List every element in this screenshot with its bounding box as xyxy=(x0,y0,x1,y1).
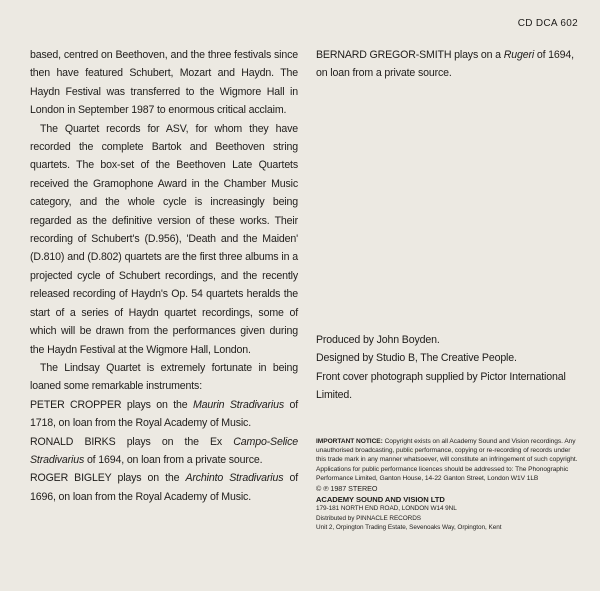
copyright-notice xyxy=(316,437,578,533)
notice-label: IMPORTANT NOTICE: xyxy=(316,438,383,445)
player-name: RONALD BIRKS xyxy=(30,435,116,448)
address-line: Unit 2, Orpington Trading Estate, Sevenoaks Way, Orpington, Kent xyxy=(316,524,502,532)
instrument-entry: ROGER BIGLEY plays on the Archinto Stradivarius of 1696, on loan from the Royal Academy of Music. xyxy=(30,472,299,503)
instrument-entry: BERNARD GREGOR-SMITH plays on a Rugeri of 1694, on loan from a private source. xyxy=(316,49,574,80)
company-name: ACADEMY SOUND AND VISION LTD xyxy=(316,495,445,505)
instrument-entry: RONALD BIRKS plays on the Ex Campo-Selice Stradivarius of 1694, on loan from a private source. xyxy=(30,435,299,466)
instrument-name: Rugeri xyxy=(503,49,535,61)
notice-text-block xyxy=(316,437,578,483)
instrument-name: Archinto Stradivarius xyxy=(185,472,284,485)
credit-producer: Produced by John Boyden. xyxy=(316,334,440,346)
instrument-entry: PETER CROPPER plays on the Maurin Stradivarius of 1718, on loan from the Royal Academy of Music. xyxy=(30,398,299,430)
notice-text: Copyright exists on all Academy Sound and Vision recordings. Any unauthorised broadcasting, public performance, copying or re-recording of records under this trade mark in any manner whatsoever, will constitute an infringement of such copyright. Applications for public performance licences should be addressed to: The Phonographic Performance Limited, Ganton House, 14-22 Ganton Street, London W1V 1LB xyxy=(316,438,578,482)
player-name: PETER CROPPER xyxy=(30,398,122,411)
copyright-line: © ℗ 1987 STEREO xyxy=(316,484,378,494)
address-line: 179-181 NORTH END ROAD, LONDON W14 9NL xyxy=(316,505,457,513)
paragraph-festivals: based, centred on Beethoven, and the three festivals since then have featured Schubert, Mozart and Haydn. The Haydn Festival was transferred to the Wigmore Hall in London in September 1987 to enormous critical acclaim. xyxy=(30,49,298,117)
instrument-name: Campo-Selice Stradivarius xyxy=(30,435,299,466)
credit-photo: Front cover photograph supplied by Pictor International Limited. xyxy=(316,370,566,402)
production-credits xyxy=(316,331,578,405)
left-text-column xyxy=(30,46,298,506)
credit-designer: Designed by Studio B, The Creative People. xyxy=(316,352,517,365)
catalog-number: CD DCA 602 xyxy=(517,18,578,29)
paragraph-instruments-intro: The Lindsay Quartet is extremely fortunate in being loaned some remarkable instruments: xyxy=(30,361,298,393)
paragraph-recordings: The Quartet records for ASV, for whom they have recorded the complete Bartok and Beethoven string quartets. The box-set of the Beethoven Late Quartets received the Gramophone Award in the Chamber Music category, and the whole cycle is increasingly being regarded as the definitive version of these works. Their recording of Schubert's (D.956), 'Death and the Maiden' (D.810) and (D.802) quartets are the first three albums in a projected cycle of Schubert recordings, and the recently released recording of Haydn's Op. 54 quartets heralds the start of a series of Haydn quartet recordings, some of which will be drawn from the performances given during the Haydn Festival at the Wigmore Hall, London. xyxy=(30,122,298,356)
player-name: BERNARD GREGOR-SMITH xyxy=(316,49,452,61)
instrument-name: Maurin Stradivarius xyxy=(192,398,285,411)
distributor-line: Distributed by PINNACLE RECORDS xyxy=(316,514,421,522)
right-text-column xyxy=(316,46,578,83)
player-name: ROGER BIGLEY xyxy=(30,472,112,485)
